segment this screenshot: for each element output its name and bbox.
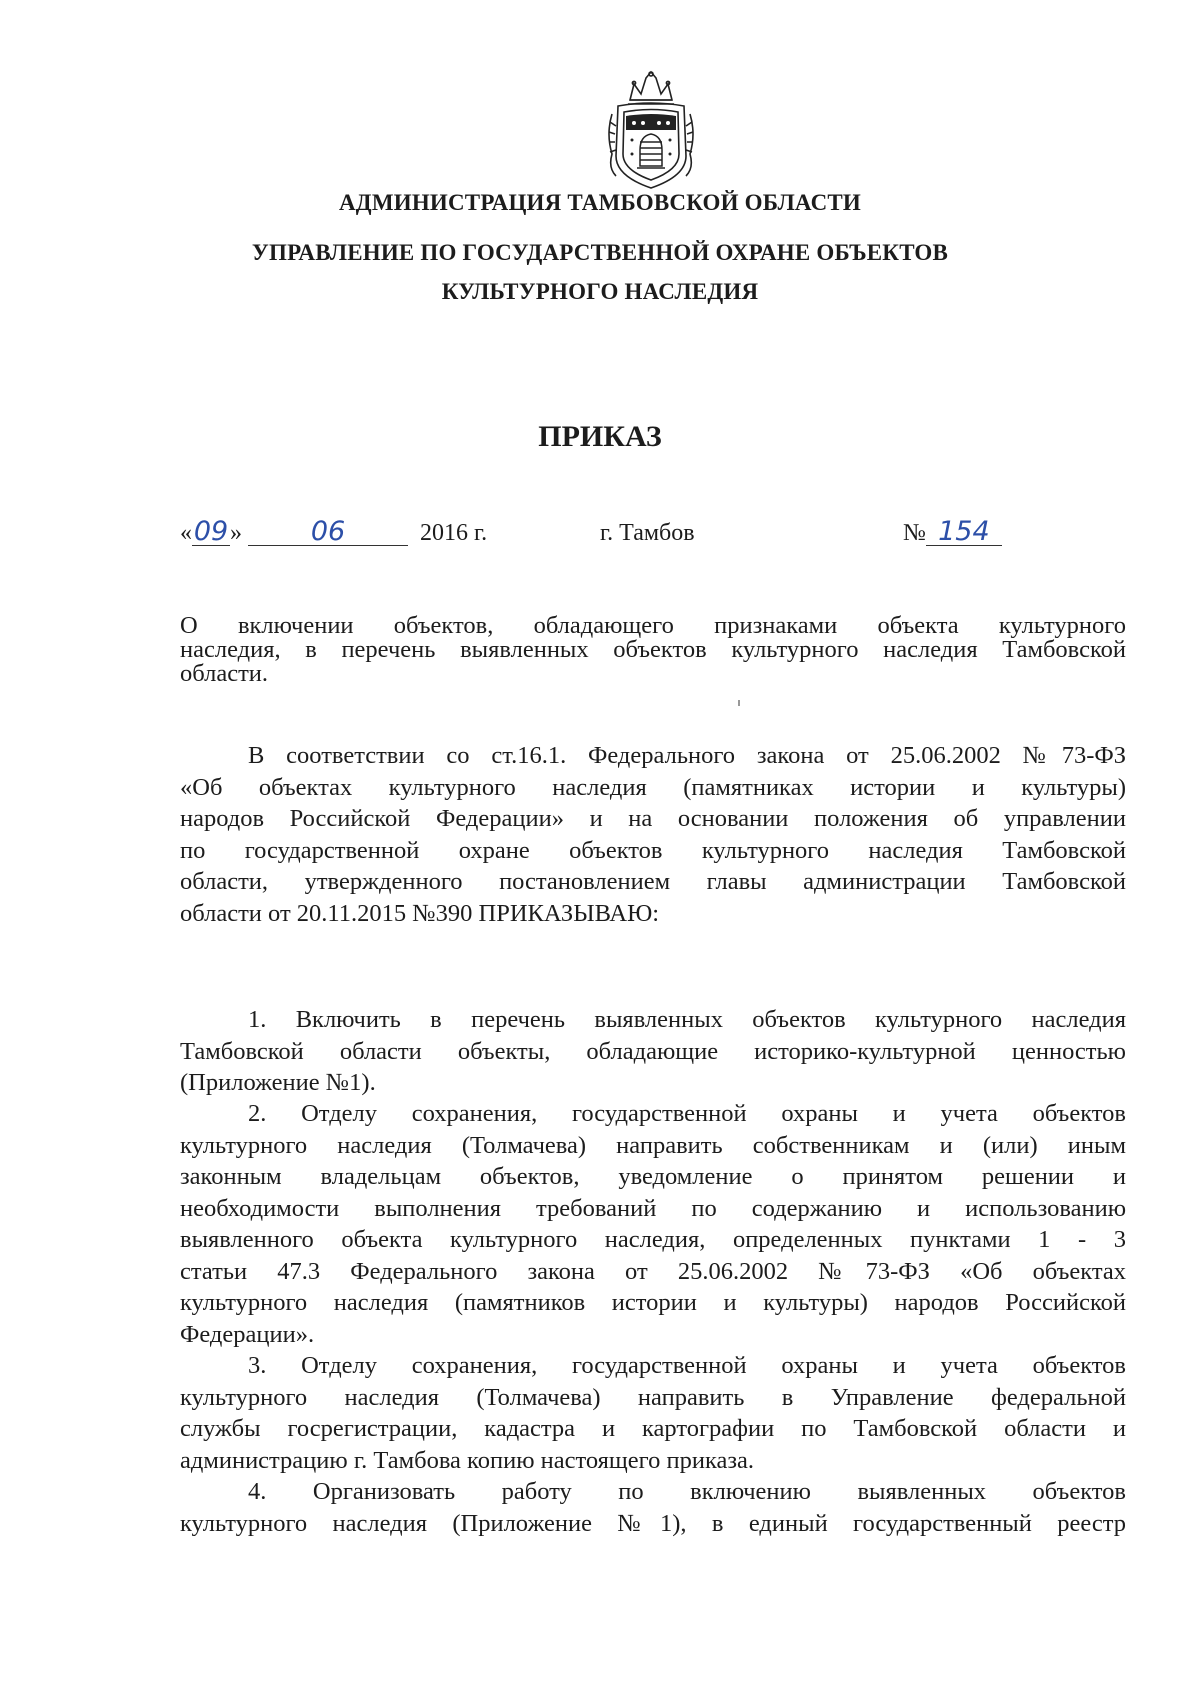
preamble-line: «Об объектах культурного наследия (памятниках истории и культуры) (180, 773, 1126, 801)
item-line: статьи 47.3 Федерального закона от 25.06.2002 №73-ФЗ «Об объектах (180, 1257, 1126, 1285)
department-name-line1: УПРАВЛЕНИЕ ПО ГОСУДАРСТВЕННОЙ ОХРАНЕ ОБЪЕКТОВ (251, 240, 949, 265)
number-value: 154 (926, 519, 1002, 546)
item-line: Федерации». (180, 1320, 315, 1348)
document-title: ПРИКАЗ (538, 420, 662, 453)
item-line: культурного наследия (Толмачева) направить собственникам и (или) иным (180, 1131, 1126, 1159)
item-line: культурного наследия (памятников истории и культуры) народов Российской (180, 1289, 1126, 1316)
item-line: 4. Организовать работу по включению выявленных объектов (248, 1478, 1126, 1505)
preamble-line: области, утвержденного постановлением главы администрации Тамбовской (180, 868, 1126, 895)
item-line: законным владельцам объектов, уведомление о принятом решении и (180, 1163, 1126, 1190)
order-number (903, 518, 1002, 548)
preamble-line: В соответствии со ст.16.1. Федерального закона от 25.06.2002 №73-ФЗ (248, 742, 1126, 769)
order-city: г. Тамбов (600, 520, 695, 546)
order-date (180, 518, 487, 548)
item-line: 1. Включить в перечень выявленных объектов культурного наследия (248, 1006, 1126, 1033)
preamble-line: области от 20.11.2015 №390 ПРИКАЗЫВАЮ: (180, 899, 660, 927)
preamble-line: народов Российской Федерации» и на основании положения об управлении (180, 805, 1126, 832)
department-name-line2: КУЛЬТУРНОГО НАСЛЕДИЯ (441, 279, 759, 304)
item-line: необходимости выполнения требований по содержанию и использованию (180, 1194, 1126, 1222)
order-preamble (180, 740, 1126, 929)
authority-name: АДМИНИСТРАЦИЯ ТАМБОВСКОЙ ОБЛАСТИ (338, 190, 862, 215)
subject-line: О включении объектов, обладающего признаками объекта культурного (180, 612, 1126, 639)
item-line: 3. Отделу сохранения, государственной охраны и учета объектов (248, 1352, 1126, 1379)
preamble-line: по государственной охране объектов культурного наследия Тамбовской (180, 836, 1126, 864)
order-item-4 (180, 1476, 1126, 1539)
item-line: культурного наследия (Приложение №1), в единый государственный реестр (180, 1509, 1126, 1537)
item-line: службы госрегистрации, кадастра и картографии по Тамбовской области и (180, 1415, 1126, 1442)
number-label: № (903, 520, 926, 546)
scan-speck (738, 700, 740, 706)
order-item-2 (180, 1098, 1126, 1350)
date-day: 09 (193, 516, 229, 547)
item-line: 2. Отделу сохранения, государственной охраны и учета объектов (248, 1100, 1126, 1127)
item-line: администрацию г. Тамбова копию настоящего приказа. (180, 1446, 755, 1474)
subject-line: наследия, в перечень выявленных объектов культурного наследия Тамбовской (180, 636, 1126, 663)
order-item-3 (180, 1350, 1126, 1476)
date-year: 2016 г. (420, 520, 488, 546)
order-subject (180, 614, 1126, 686)
subject-line: области. (180, 660, 269, 687)
order-item-1 (180, 1004, 1126, 1099)
item-line: выявленного объекта культурного наследия, определенных пунктами 1 - 3 (180, 1226, 1126, 1253)
date-month: 06 (248, 519, 408, 546)
quote-open: « (180, 520, 192, 546)
tambov-coat-of-arms-icon (602, 70, 700, 192)
quote-close: » (230, 520, 242, 546)
item-line: (Приложение №1). (180, 1069, 376, 1096)
item-line: культурного наследия (Толмачева) направить в Управление федеральной (180, 1383, 1126, 1411)
item-line: Тамбовской области объекты, обладающие историко-культурной ценностью (180, 1037, 1126, 1065)
